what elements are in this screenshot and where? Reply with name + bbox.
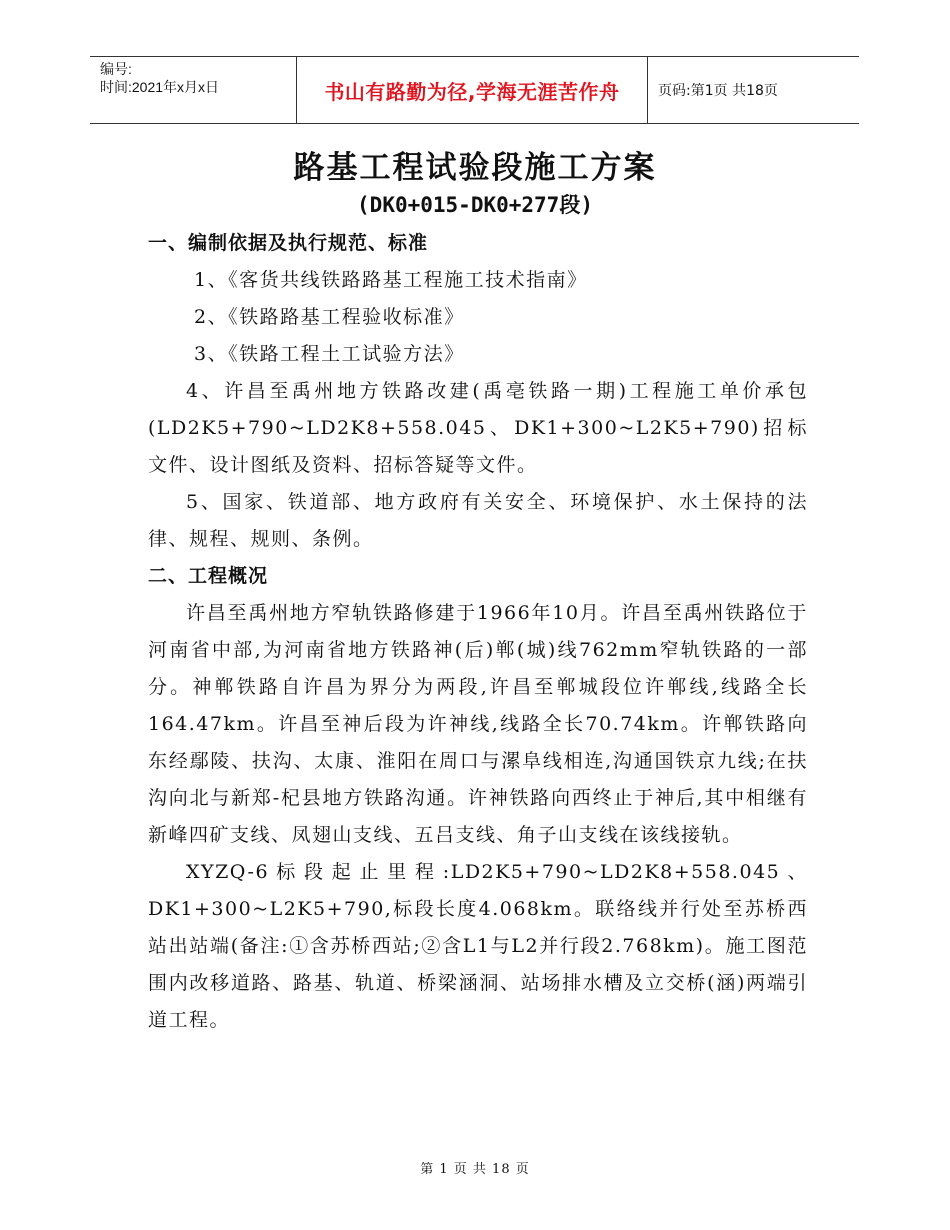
document-subtitle: (DK0+015-DK0+277段) <box>357 193 593 217</box>
header-page-label: 页码:第1页 共18页 <box>658 83 778 99</box>
reference-item: 4、许昌至禹州地方铁路改建(禹亳铁路一期)工程施工单价承包(LD2K5+790~LD2K8+558.045、DK1+300~L2K5+790)招标文件、设计图纸及资料、招标答疑等文件。 <box>148 380 808 476</box>
page-footer: 第 1 页 共 18 页 <box>420 1162 530 1177</box>
time-label: 时间:2021年x月x日 <box>100 79 220 95</box>
overview-paragraph: 许昌至禹州地方窄轨铁路修建于1966年10月。许昌至禹州铁路位于河南省中部,为河南省地方铁路神(后)郸(城)线762mm窄轨铁路的一部分。神郸铁路自许昌为界分为两段,许昌至郸城段位许郸线,线路全长164.47km。许昌至神后段为许神线,线路全长70.74km。许郸铁路向东经鄢陵、扶沟、太康、淮阳在周口与漯阜线相连,沟通国铁京九线;在扶沟向北与新郑-杞县地方铁路沟通。许神铁路向西终止于神后,其中相继有新峰四矿支线、凤翅山支线、五吕支线、角子山支线在该线接轨。 <box>148 602 808 846</box>
page-header <box>90 56 859 124</box>
section-heading-2: 二、工程概况 <box>148 565 269 587</box>
document-title: 路基工程试验段施工方案 <box>293 150 657 186</box>
number-label: 编号: <box>100 61 132 77</box>
document-body <box>148 225 808 1039</box>
reference-item: 2、《铁路路基工程验收标准》 <box>194 306 465 328</box>
overview-paragraph: XYZQ-6标段起止里程:LD2K5+790~LD2K8+558.045、DK1+300~L2K5+790,标段长度4.068km。联络线并行处至苏桥西站出站端(备注:①含苏桥西站;②含L1与L2并行段2.768km)。施工图范围内改移道路、路基、轨道、桥梁涵洞、站场排水槽及立交桥(涵)两端引道工程。 <box>148 861 808 1031</box>
header-meta <box>90 57 296 123</box>
reference-item: 3、《铁路工程土工试验方法》 <box>194 343 465 365</box>
reference-item: 1、《客货共线铁路路基工程施工技术指南》 <box>194 269 588 291</box>
reference-item: 5、国家、铁道部、地方政府有关安全、环境保护、水土保持的法律、规程、规则、条例。 <box>148 491 808 550</box>
section-heading-1: 一、编制依据及执行规范、标准 <box>148 232 429 254</box>
header-motto: 书山有路勤为径,学海无涯苦作舟 <box>296 57 648 123</box>
